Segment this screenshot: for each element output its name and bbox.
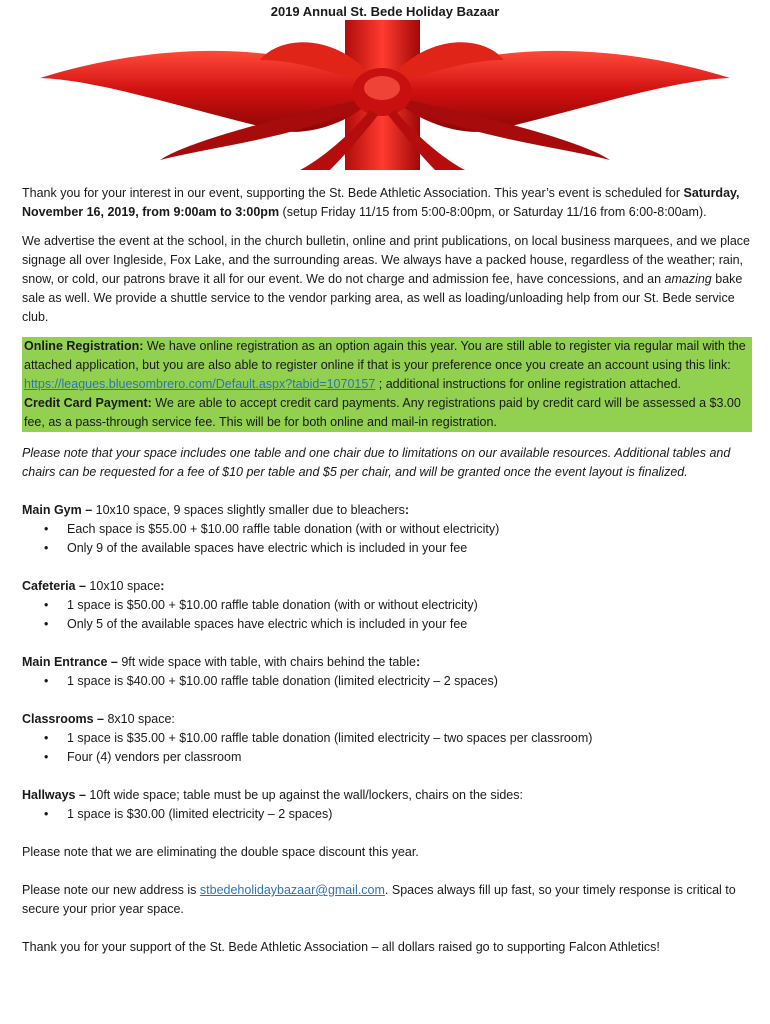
section-main-gym: Main Gym – 10x10 space, 9 spaces slightly smaller due to bleachers: • Each space is $55.00 + $10.00 raffle table donation (with or without electricity) • Only 9 of the available spaces have electric which is included in your fee	[22, 501, 752, 558]
event-date: Saturday, November 16, 2019, from 9:00am to 3:00pm	[22, 186, 740, 219]
list-item: • 1 space is $30.00 (limited electricity – 2 spaces)	[22, 805, 752, 824]
advertising-paragraph: We advertise the event at the school, in the church bulletin, online and print publications, on local business marquees, and we place signage all over Ingleside, Fox Lake, and the surrounding areas. We always have a packed house, regardless of the weather; rain, snow, or cold, our patrons brave it all for our event. We do not charge and admission fee, have concessions, and an amazing bake sale as well. We provide a shuttle service to the vendor parking area, as well as loading/unloading help from our St. Bede service club.	[22, 234, 750, 324]
document-body	[22, 184, 752, 967]
online-registration-paragraph: Online Registration: We have online registration as an option again this year. You are still able to register via regular mail with the attached application, but you are also able to register online if that is your preference once you create an account using this link: https://leagues.bluesombrero.com/Default.aspx?tabid=1070157 ; additional instructions for online registration attached.	[24, 339, 746, 391]
section-main-entrance: Main Entrance – 9ft wide space with table, with chairs behind the table: • 1 space is $40.00 + $10.00 raffle table donation (limited electricity – 2 spaces)	[22, 653, 752, 691]
list-item: • 1 space is $40.00 + $10.00 raffle table donation (limited electricity – 2 spaces)	[22, 672, 752, 691]
email-link[interactable]: stbedeholidaybazaar@gmail.com	[199, 883, 385, 897]
registration-link[interactable]: https://leagues.bluesombrero.com/Default.aspx?tabid=1070157	[24, 377, 376, 391]
credit-card-paragraph: Credit Card Payment: We are able to accept credit card payments. Any registrations paid by credit card will be assessed a $3.00 fee, as a pass-through service fee. This will be for both online and mail-in registration.	[24, 396, 741, 429]
list-item: • Only 5 of the available spaces have electric which is included in your fee	[22, 615, 752, 634]
page-title: 2019 Annual St. Bede Holiday Bazaar	[270, 4, 500, 19]
section-classrooms: Classrooms – 8x10 space: • 1 space is $35.00 + $10.00 raffle table donation (limited electricity – two spaces per classroom) • Four (4) vendors per classroom	[22, 710, 752, 767]
section-cafeteria: Cafeteria – 10x10 space: • 1 space is $50.00 + $10.00 raffle table donation (with or without electricity) • Only 5 of the available spaces have electric which is included in your fee	[22, 577, 752, 634]
double-space-note: Please note that we are eliminating the double space discount this year.	[22, 845, 419, 859]
address-note: Please note our new address is stbedeholidaybazaar@gmail.com. Spaces always fill up fast, so your timely response is critical to secure your prior year space.	[22, 883, 736, 916]
intro-paragraph: Thank you for your interest in our event, supporting the St. Bede Athletic Association. This year’s event is scheduled for Saturday, November 16, 2019, from 9:00am to 3:00pm (setup Friday 11/15 from 5:00-8:00pm, or Saturday 11/16 from 6:00-8:00am).	[22, 186, 740, 219]
list-item: • Only 9 of the available spaces have electric which is included in your fee	[22, 539, 752, 558]
red-ribbon-bow-image	[40, 20, 730, 170]
list-item: • Four (4) vendors per classroom	[22, 748, 752, 767]
list-item: • 1 space is $50.00 + $10.00 raffle table donation (with or without electricity)	[22, 596, 752, 615]
thank-you-note: Thank you for your support of the St. Bede Athletic Association – all dollars raised go to supporting Falcon Athletics!	[22, 940, 660, 954]
registration-highlight-box	[22, 337, 752, 432]
list-item: • Each space is $55.00 + $10.00 raffle table donation (with or without electricity)	[22, 520, 752, 539]
list-item: • 1 space is $35.00 + $10.00 raffle table donation (limited electricity – two spaces per classroom)	[22, 729, 752, 748]
table-chair-note: Please note that your space includes one table and one chair due to limitations on our available resources. Additional tables and chairs can be requested for a fee of $10 per table and $5 per chair, and will be granted once the event layout is finalized.	[22, 446, 731, 479]
section-hallways: Hallways – 10ft wide space; table must be up against the wall/lockers, chairs on the sides: • 1 space is $30.00 (limited electricity – 2 spaces)	[22, 786, 752, 824]
